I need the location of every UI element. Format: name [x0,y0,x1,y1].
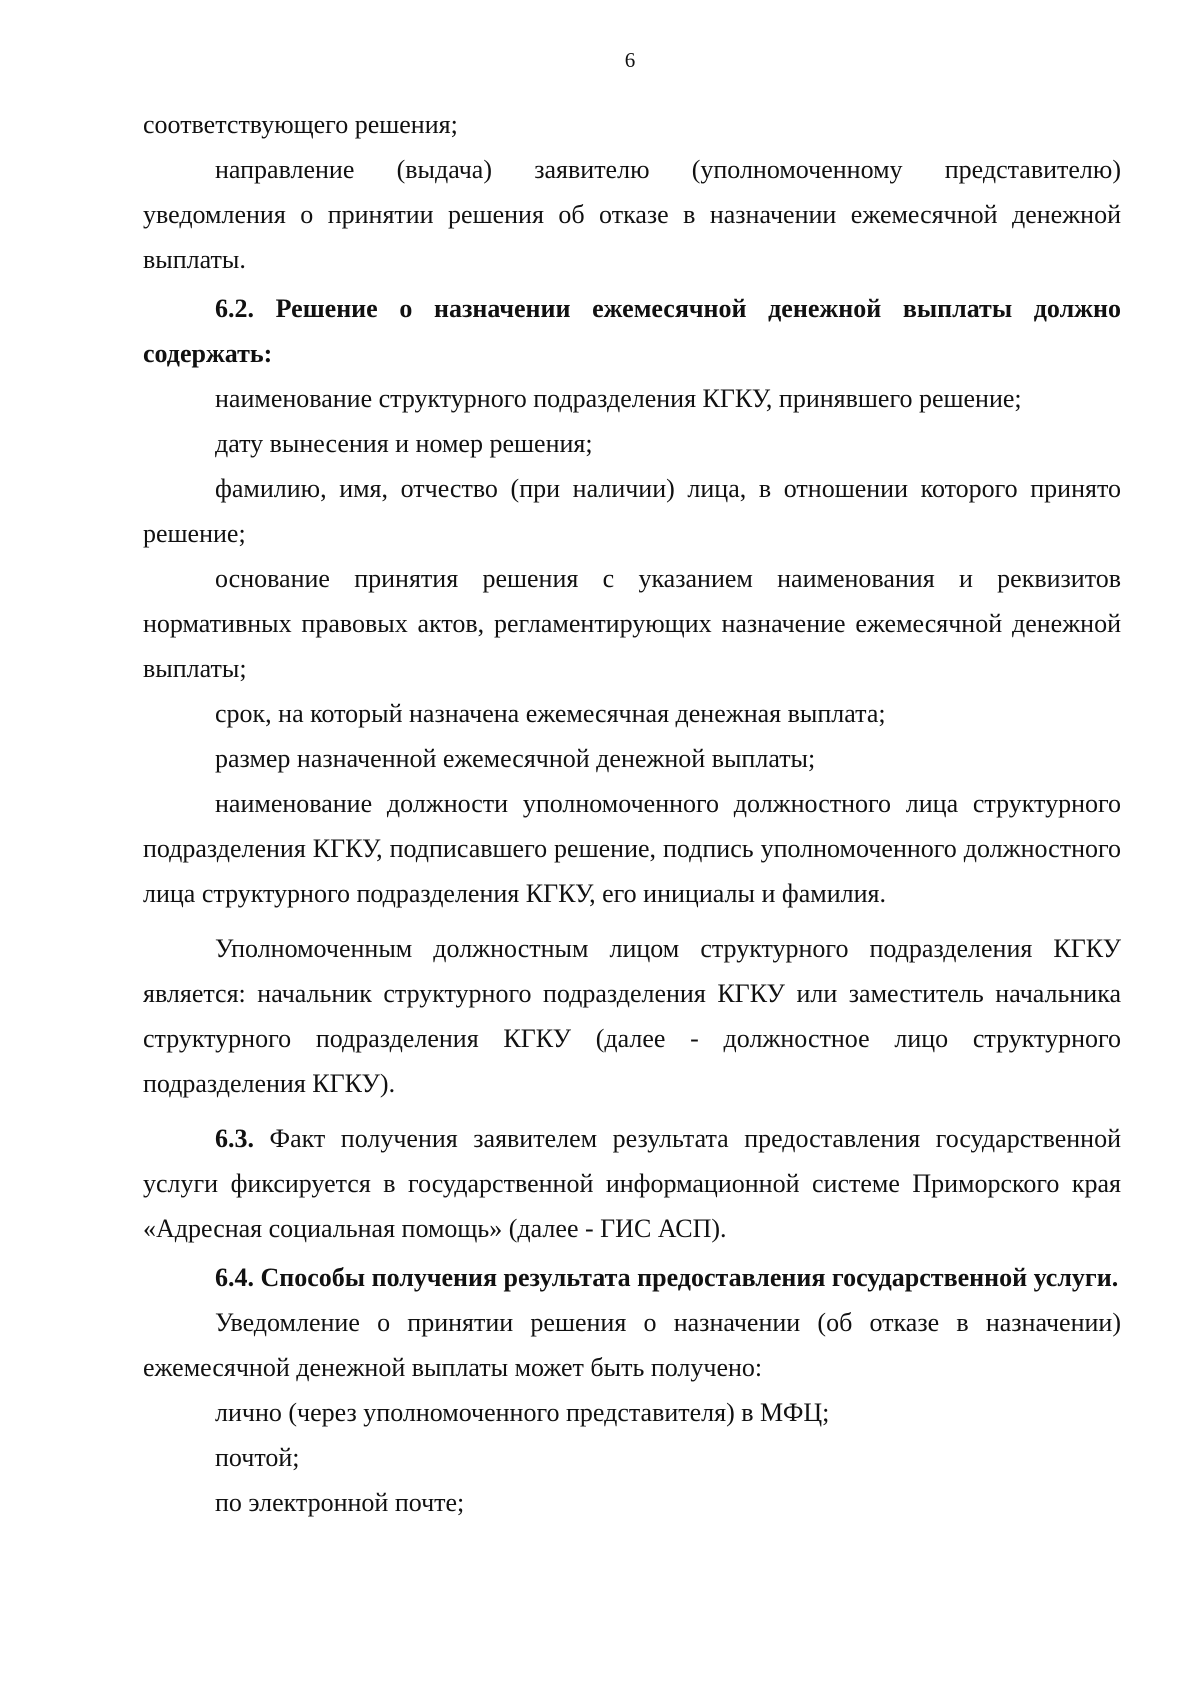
section-text-6-3: Факт получения заявителем результата предоставления государственной услуги фиксируется в государственной информационной системе Приморского края «Адресная социальная помощь» (далее - ГИС АСП). [143,1124,1121,1243]
document-body [143,102,1121,1525]
paragraph: направление (выдача) заявителю (уполномоченному представителю) уведомления о принятии решения об отказе в назначении ежемесячной денежной выплаты. [143,155,1121,274]
paragraph: фамилию, имя, отчество (при наличии) лица, в отношении которого принято решение; [143,474,1121,548]
section-number-6-3: 6.3. [215,1124,254,1153]
section-heading-6-2: 6.2. Решение о назначении ежемесячной денежной выплаты должно содержать: [143,294,1121,368]
page-number: 6 [624,48,636,72]
section-heading-6-4: 6.4. Способы получения результата предоставления государственной услуги. [215,1263,1119,1292]
section-paragraph-6-3 [143,1116,1121,1251]
paragraph: лично (через уполномоченного представителя) в МФЦ; [215,1398,830,1427]
paragraph: размер назначенной ежемесячной денежной выплаты; [215,744,816,773]
paragraph: наименование должности уполномоченного должностного лица структурного подразделения КГКУ, подписавшего решение, подпись уполномоченного должностного лица структурного подразделения КГКУ, его инициалы и фамилия. [143,789,1121,908]
paragraph: соответствующего решения; [143,110,458,139]
paragraph: дату вынесения и номер решения; [215,429,593,458]
paragraph: срок, на который назначена ежемесячная денежная выплата; [215,699,886,728]
paragraph: наименование структурного подразделения КГКУ, принявшего решение; [215,384,1022,413]
paragraph: Уведомление о принятии решения о назначении (об отказе в назначении) ежемесячной денежной выплаты может быть получено: [143,1308,1121,1382]
paragraph: почтой; [215,1443,300,1472]
paragraph: по электронной почте; [215,1488,465,1517]
paragraph: основание принятия решения с указанием наименования и реквизитов нормативных правовых актов, регламентирующих назначение ежемесячной денежной выплаты; [143,564,1121,683]
paragraph: Уполномоченным должностным лицом структурного подразделения КГКУ является: начальник структурного подразделения КГКУ или заместитель начальника структурного подразделения КГКУ (далее - должностное лицо структурного подразделения КГКУ). [143,934,1121,1098]
